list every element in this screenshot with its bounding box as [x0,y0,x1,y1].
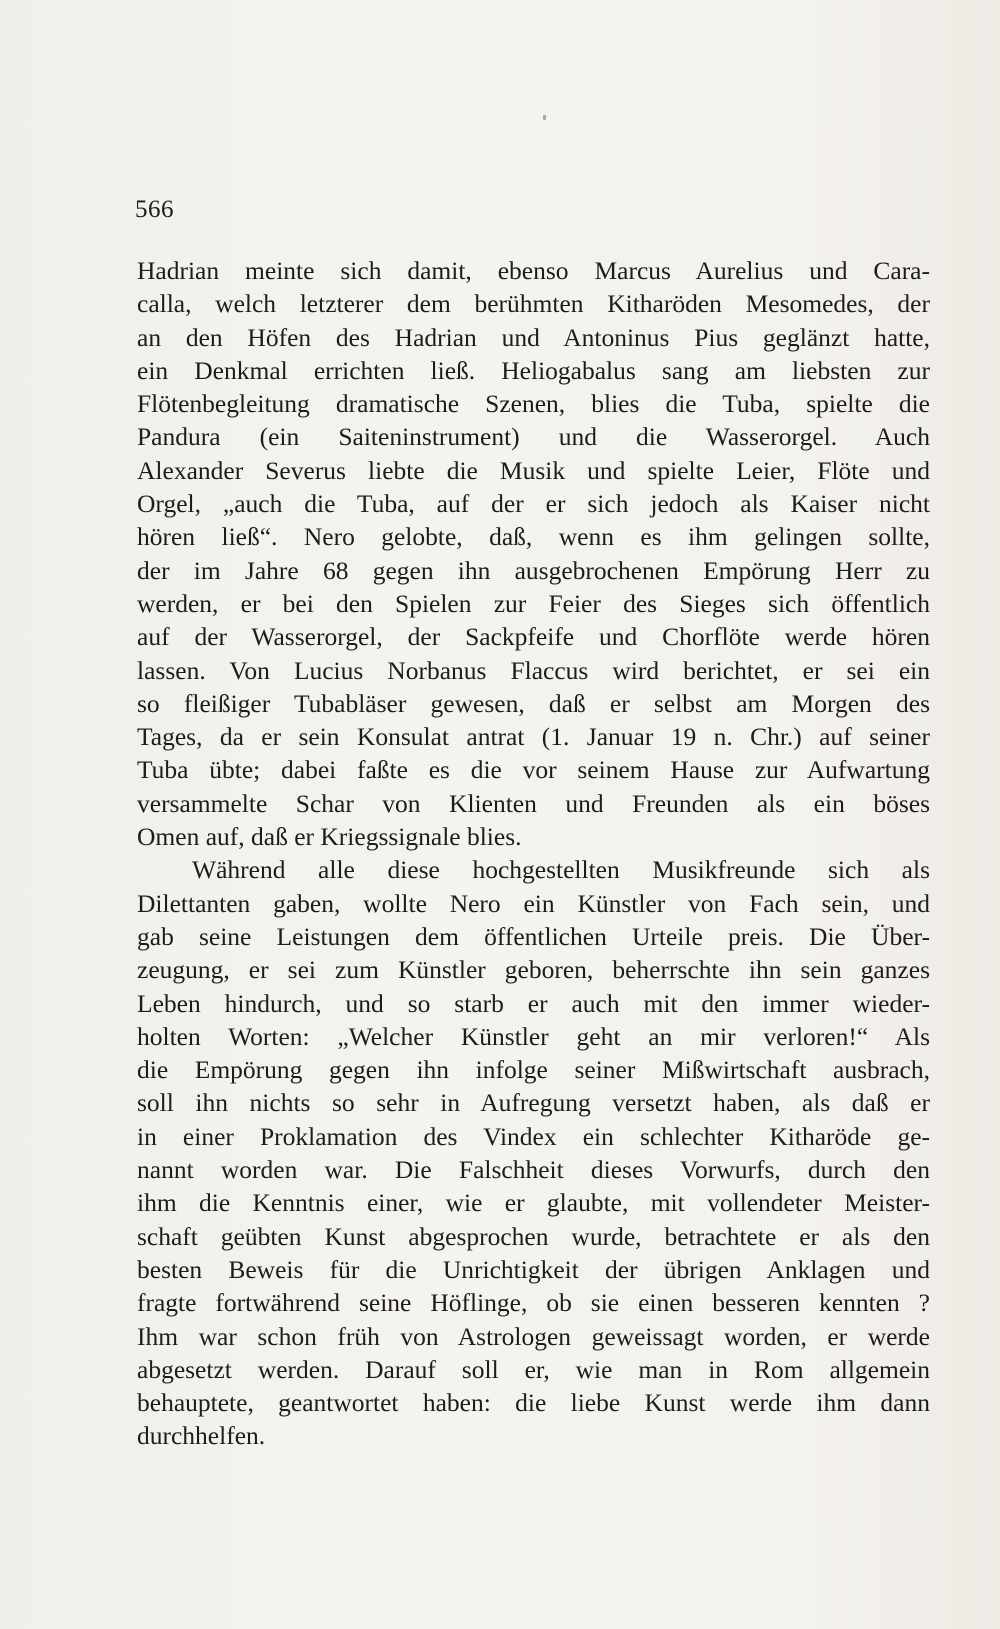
text-line: Hadrian meinte sich damit, ebenso Marcus Aurelius und Cara- [137,256,930,285]
text-line: versammelte Schar von Klienten und Freunden als ein böses [137,788,930,818]
text-line: besten Beweis für die Unrichtigkeit der übrigen Anklagen und [137,1254,930,1284]
page-number: 566 [135,196,174,223]
text-line: ihm die Kenntnis einer, wie er glaubte, mit vollendeter Meister- [137,1188,930,1218]
text-line: gab seine Leistungen dem öffentlichen Urteile preis. Die Über- [137,921,930,951]
text-line: nannt worden war. Die Falschheit dieses Vorwurfs, durch den [137,1155,930,1185]
text-line: Orgel, „auch die Tuba, auf der er sich jedoch als Kaiser nicht [137,489,930,519]
text-line: Pandura (ein Saiteninstrument) und die Wasserorgel. Auch [137,422,930,452]
text-line: Leben hindurch, und so starb er auch mit den immer wieder- [137,988,930,1018]
text-line: zeugung, er sei zum Künstler geboren, beherrschte ihn sein ganzes [137,955,930,985]
text-line: so fleißiger Tubabläser gewesen, daß er selbst am Morgen des [137,688,930,718]
text-line: holten Worten: „Welcher Künstler geht an mir verloren!“ Als [137,1021,930,1051]
text-line: calla, welch letzterer dem berühmten Kitharöden Mesomedes, der [137,289,930,319]
text-line: soll ihn nichts so sehr in Aufregung versetzt haben, als daß er [137,1088,930,1118]
text-line: abgesetzt werden. Darauf soll er, wie man in Rom allgemein [137,1354,930,1384]
text-line: Tages, da er sein Konsulat antrat (1. Januar 19 n. Chr.) auf seiner [137,722,930,752]
text-line: fragte fortwährend seine Höflinge, ob sie einen besseren kennten ? [137,1288,930,1318]
text-line: hören ließ“. Nero gelobte, daß, wenn es ihm gelingen sollte, [137,522,930,552]
text-line: an den Höfen des Hadrian und Antoninus Pius geglänzt hatte, [137,322,930,352]
text-line: Ihm war schon früh von Astrologen geweissagt worden, er werde [137,1321,930,1351]
text-line: schaft geübten Kunst abgesprochen wurde, betrachtete er als den [137,1221,930,1251]
text-line: auf der Wasserorgel, der Sackpfeife und Chorflöte werde hören [137,622,930,652]
text-line: der im Jahre 68 gegen ihn ausgebrochenen Empörung Herr zu [137,555,930,585]
text-line: werden, er bei den Spielen zur Feier des Sieges sich öffentlich [137,588,930,618]
text-line: in einer Proklamation des Vindex ein schlechter Kitharöde ge- [137,1121,930,1151]
text-line: ein Denkmal errichten ließ. Heliogabalus sang am liebsten zur [137,355,930,385]
text-line: Dilettanten gaben, wollte Nero ein Künstler von Fach sein, und [137,888,930,918]
text-line: Tuba übte; dabei faßte es die vor seinem Hause zur Aufwartung [137,755,930,785]
body-text [137,254,930,1453]
print-speck [543,115,546,120]
paragraph-last-line: durchhelfen. [137,1421,266,1451]
text-line: Flötenbegleitung dramatische Szenen, blies die Tuba, spielte die [137,389,930,419]
text-line: Alexander Severus liebte die Musik und spielte Leier, Flöte und [137,455,930,485]
text-line: lassen. Von Lucius Norbanus Flaccus wird berichtet, er sei ein [137,655,930,685]
paragraph-last-line: Omen auf, daß er Kriegssignale blies. [137,822,522,852]
text-line: die Empörung gegen ihn infolge seiner Mißwirtschaft ausbrach, [137,1055,930,1085]
text-line: behauptete, geantwortet haben: die liebe Kunst werde ihm dann [137,1388,930,1418]
paragraph-first-line: Während alle diese hochgestellten Musikfreunde sich als [192,855,930,885]
